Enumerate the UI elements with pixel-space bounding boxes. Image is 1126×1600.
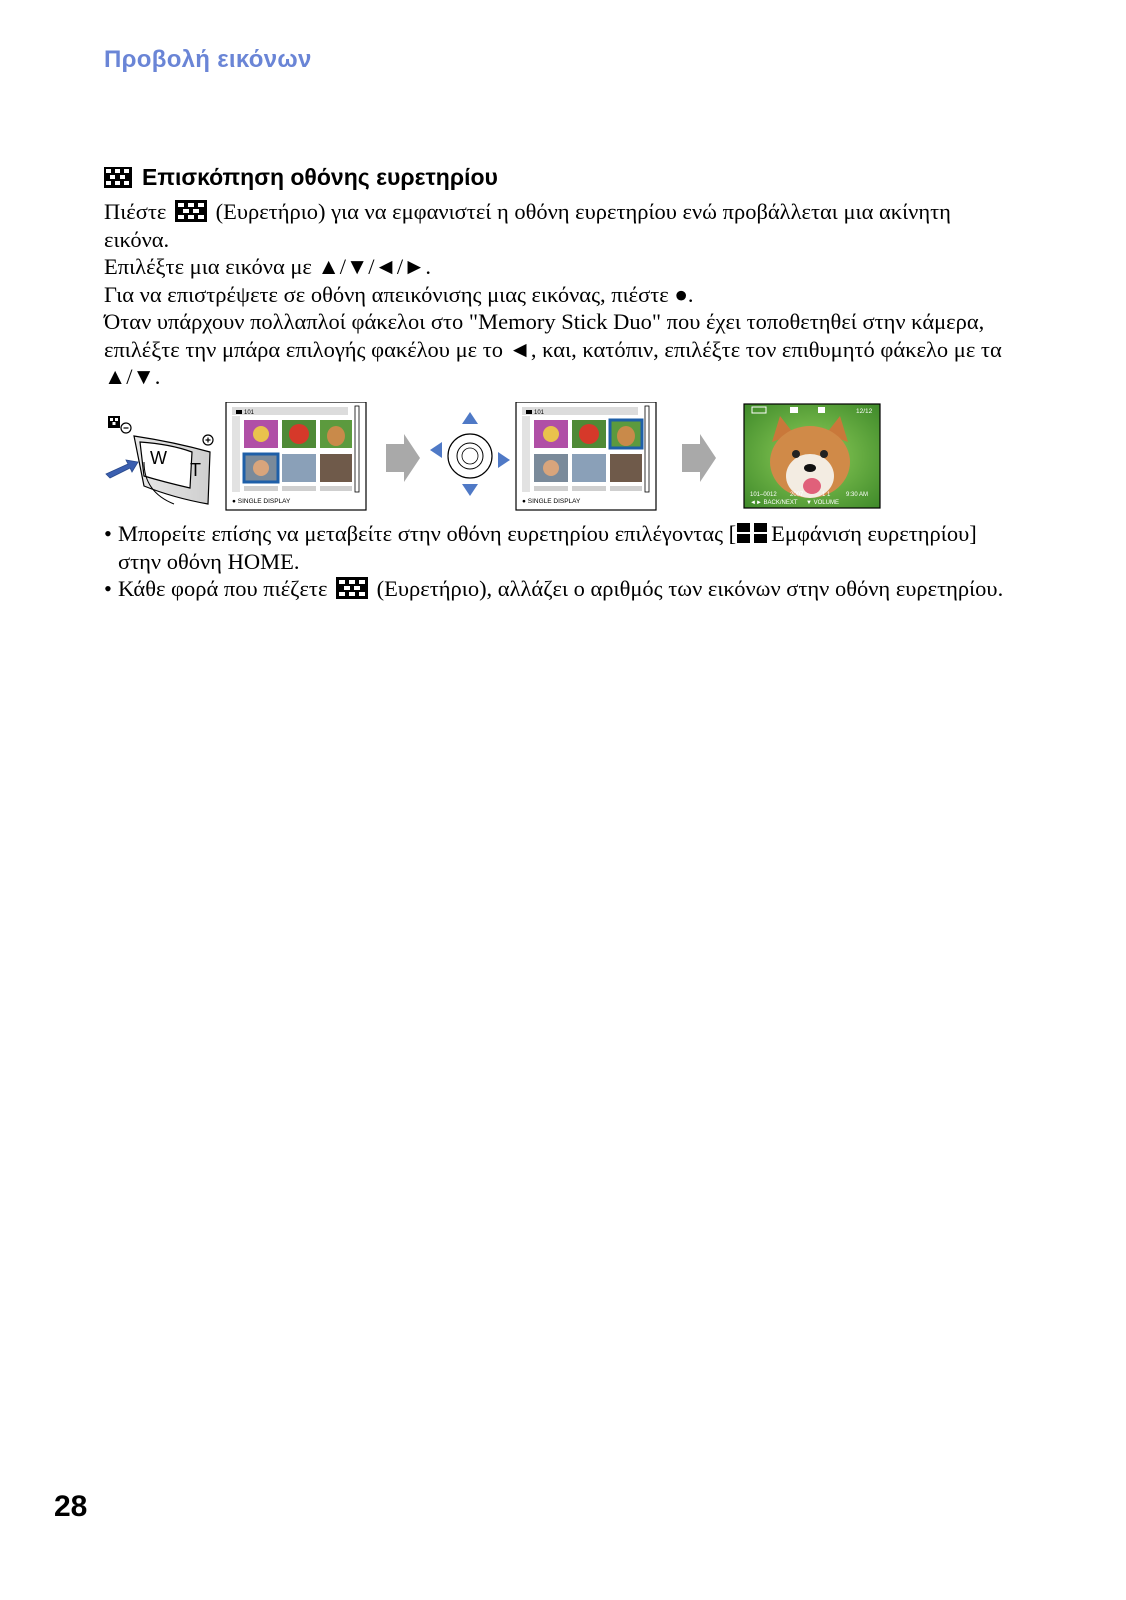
back-next-label: ◄► BACK/NEXT <box>750 500 798 506</box>
thumb-group <box>320 454 352 482</box>
note-1-text-b: Εμφάνιση ευρετηρίου] στην οθόνη HOME. <box>118 521 977 574</box>
note-item-2 <box>104 575 1014 603</box>
index-icon <box>104 167 132 188</box>
single-image-screen <box>744 404 880 508</box>
notes-list <box>104 520 1014 603</box>
note-item-1 <box>104 520 1014 575</box>
up-arrow-icon <box>462 412 478 424</box>
capture-date: 1 1 <box>822 492 831 498</box>
paragraph-1 <box>104 198 1014 253</box>
volume-label: ▼ VOLUME <box>806 500 839 506</box>
press-arrow-icon <box>106 460 138 478</box>
image-counter: 12/12 <box>856 408 873 415</box>
folder-icon <box>236 410 242 414</box>
index-button-icon <box>175 200 207 222</box>
index-button-icon <box>336 577 368 599</box>
section-header: Προβολή εικόνων <box>104 46 312 73</box>
index-screen-figure <box>104 402 894 514</box>
index-display-icon <box>736 522 768 544</box>
paragraph-2: Επιλέξτε μια εικόνα με ▲/▼/◄/►. <box>104 254 431 279</box>
right-arrow-icon <box>498 452 510 468</box>
index-zoom-icon <box>108 416 131 433</box>
thumb-people <box>282 454 316 482</box>
single-display-label-1: ● SINGLE DISPLAY <box>232 498 291 505</box>
next-arrow-2 <box>682 434 716 482</box>
file-number: 101–0012 <box>750 492 777 498</box>
zoom-lever-illustration <box>106 416 213 504</box>
capture-year: 2007 <box>790 492 804 498</box>
zoom-in-icon <box>203 435 213 445</box>
scrollbar <box>355 406 359 492</box>
memory-icon <box>818 407 825 413</box>
index-screen-1 <box>226 402 366 510</box>
section-title-text: Επισκόπηση οθόνης ευρετηρίου <box>142 164 498 190</box>
bullet-dot: • <box>104 521 112 546</box>
p1-text-b: (Ευρετήριο) για να εμφανιστεί η οθόνη ευρετηρίου ενώ προβάλλεται μια ακίνητη εικόνα. <box>104 199 951 252</box>
note-1-text-a: Μπορείτε επίσης να μεταβείτε στην οθόνη ευρετηρίου επιλέγοντας [ <box>118 521 737 546</box>
folder-status-icon <box>790 407 798 413</box>
section-title <box>104 164 498 191</box>
note-2-text-a: Κάθε φορά που πιέζετε <box>118 576 328 601</box>
zoom-t-label: T <box>190 460 201 480</box>
instructions <box>104 198 1014 391</box>
next-arrow-1 <box>386 434 420 482</box>
zoom-w-label: W <box>150 448 167 468</box>
single-display-label-2: ● SINGLE DISPLAY <box>522 498 581 505</box>
left-arrow-icon <box>430 442 442 458</box>
down-arrow-icon <box>462 484 478 496</box>
control-wheel-illustration <box>430 412 510 496</box>
p1-text-a: Πιέστε <box>104 199 167 224</box>
capture-time: 9:30 AM <box>846 492 869 498</box>
folder-label-1: 101 <box>244 410 255 416</box>
paragraph-4: Όταν υπάρχουν πολλαπλοί φάκελοι στο "Memory Stick Duo" που έχει τοποθετηθεί στην κάμερα, επιλέξτε την μπάρα επιλογής φακέλου με το ◄, και, κατόπιν, επιλέξτε τον επιθυμητό φάκελο με τα ▲/▼. <box>104 309 1002 389</box>
folder-label-2: 101 <box>534 410 545 416</box>
bullet-dot: • <box>104 576 112 601</box>
note-2-text-b: (Ευρετήριο), αλλάζει ο αριθμός των εικόνων στην οθόνη ευρετηρίου. <box>376 576 1004 601</box>
paragraph-3: Για να επιστρέψετε σε οθόνη απεικόνισης μιας εικόνας, πιέστε ●. <box>104 281 694 307</box>
page-number: 28 <box>54 1490 88 1523</box>
index-screen-2 <box>516 402 656 510</box>
